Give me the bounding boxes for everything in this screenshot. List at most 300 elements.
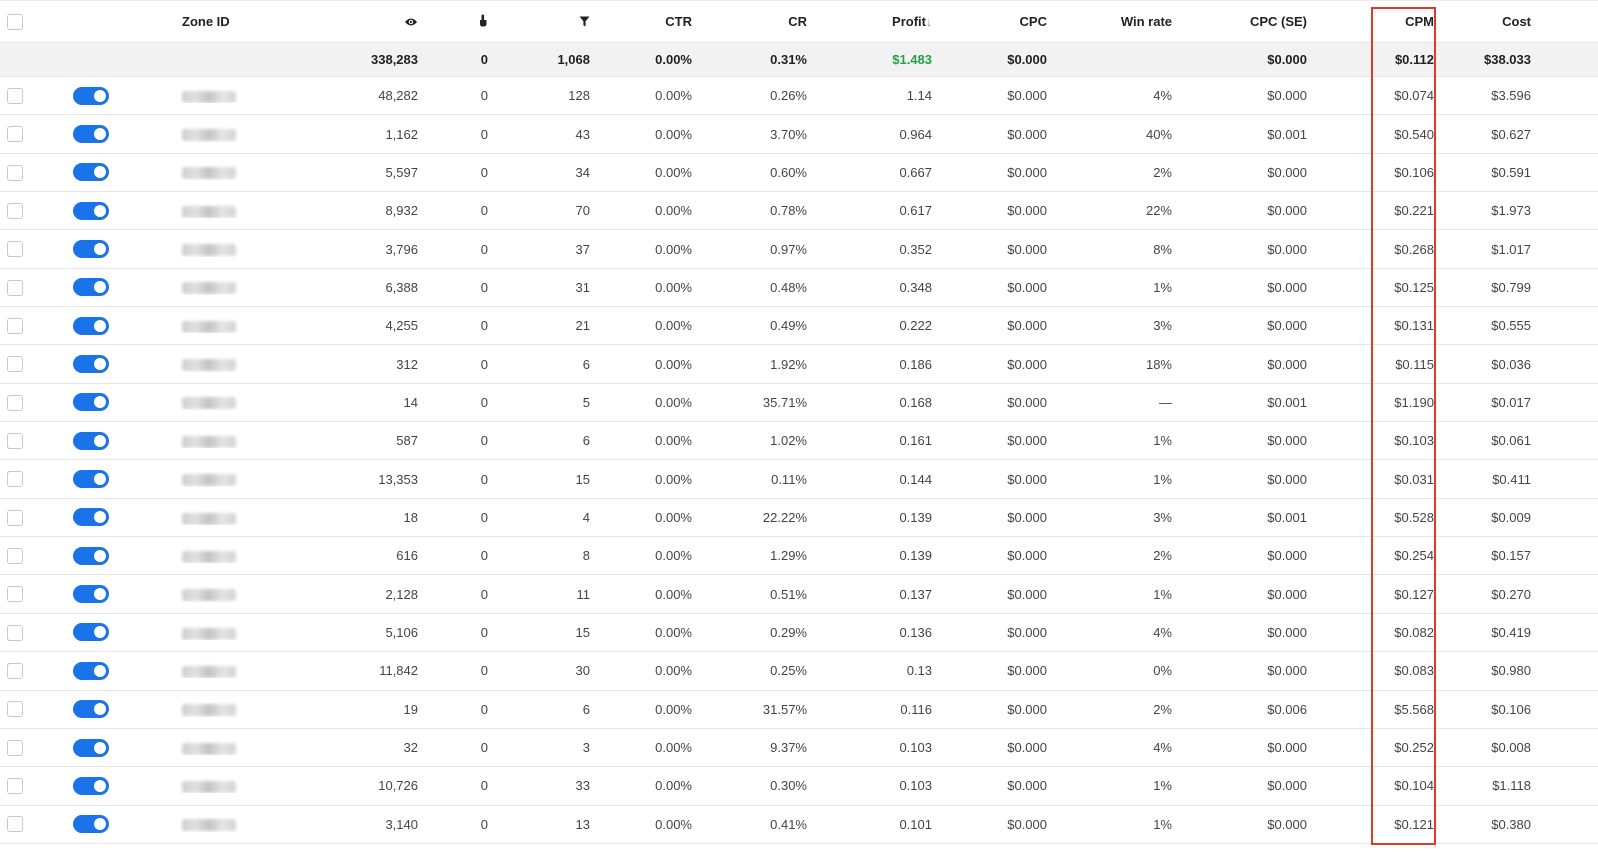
row-status-cell	[40, 508, 170, 526]
cell-impressions: 5,597	[385, 164, 418, 180]
status-toggle[interactable]	[73, 662, 109, 680]
cell-clicks: 0	[480, 433, 488, 449]
cell-profit: 0.139	[899, 548, 932, 564]
cell-win-rate: 1%	[1153, 816, 1172, 832]
cell-ctr: 0.00%	[655, 471, 692, 487]
status-toggle[interactable]	[73, 739, 109, 757]
cell-cpc: $0.000	[1007, 164, 1047, 180]
cell-cpc-se: $0.001	[1267, 509, 1307, 525]
row-checkbox[interactable]	[7, 586, 23, 602]
cell-clicks: 0	[480, 471, 488, 487]
cell-impressions: 587	[396, 433, 418, 449]
cell-cpc-se: $0.006	[1267, 701, 1307, 717]
cell-clicks: 0	[480, 279, 488, 295]
table-row	[0, 460, 1598, 498]
cell-profit: 0.13	[906, 663, 932, 679]
row-checkbox[interactable]	[7, 280, 23, 296]
cell-cpc-se: $0.000	[1267, 663, 1307, 679]
row-status-cell	[40, 317, 170, 335]
zone-id-redacted	[182, 474, 236, 486]
cell-profit: 0.103	[899, 778, 932, 794]
cell-cpc: $0.000	[1007, 433, 1047, 449]
cell-cost: $0.627	[1491, 126, 1531, 142]
cell-conversions: 4	[582, 509, 590, 525]
row-status-cell	[40, 432, 170, 450]
cell-cpc-se: $0.000	[1267, 471, 1307, 487]
cell-conversions: 6	[582, 433, 590, 449]
row-status-cell	[40, 470, 170, 488]
cell-cr: 0.41%	[770, 816, 807, 832]
cell-cost: $0.009	[1491, 509, 1531, 525]
row-checkbox[interactable]	[7, 740, 23, 756]
row-status-cell	[40, 240, 170, 258]
cell-impressions: 3,140	[385, 816, 418, 832]
cell-clicks: 0	[480, 816, 488, 832]
cell-clicks: 0	[480, 203, 488, 219]
cell-cpm: $0.121	[1394, 816, 1434, 832]
header-cost[interactable]: Cost	[1502, 14, 1531, 29]
zone-id-redacted	[182, 589, 236, 601]
cell-impressions: 48,282	[378, 88, 418, 104]
status-toggle[interactable]	[73, 547, 109, 565]
row-status-cell	[40, 700, 170, 718]
cell-win-rate: 22%	[1145, 203, 1172, 219]
cell-win-rate: 3%	[1153, 318, 1172, 334]
cell-cpc: $0.000	[1007, 740, 1047, 756]
cell-win-rate: 2%	[1153, 701, 1172, 717]
row-checkbox[interactable]	[7, 203, 23, 219]
row-status-cell	[40, 125, 170, 143]
cell-cpc: $0.000	[1007, 624, 1047, 640]
cell-ctr: 0.00%	[655, 509, 692, 525]
row-checkbox[interactable]	[7, 548, 23, 564]
row-check-cell	[0, 432, 40, 449]
row-check-cell	[0, 816, 40, 833]
cell-impressions: 32	[403, 740, 418, 756]
cell-cr: 0.97%	[770, 241, 807, 257]
header-cpc-se[interactable]: CPC (SE)	[1249, 14, 1307, 29]
cell-cpm: $0.540	[1394, 126, 1434, 142]
cell-cpm: $0.083	[1394, 663, 1434, 679]
table-row	[0, 614, 1598, 652]
cell-conversions: 128	[568, 88, 590, 104]
row-checkbox[interactable]	[7, 318, 23, 334]
cell-profit: 0.161	[899, 433, 932, 449]
table-row	[0, 499, 1598, 537]
cell-impressions: 312	[396, 356, 418, 372]
row-status-cell	[40, 739, 170, 757]
cell-cpc: $0.000	[1007, 816, 1047, 832]
table-row	[0, 767, 1598, 805]
header-cpc[interactable]: CPC	[1019, 14, 1047, 29]
cell-cost: $0.799	[1491, 279, 1531, 295]
cell-cr: 0.25%	[770, 663, 807, 679]
cell-impressions: 5,106	[385, 624, 418, 640]
row-checkbox[interactable]	[7, 395, 23, 411]
totals-profit: $1.483	[892, 52, 932, 67]
cell-ctr: 0.00%	[655, 126, 692, 142]
row-checkbox[interactable]	[7, 126, 23, 142]
status-toggle[interactable]	[73, 355, 109, 373]
row-zone-id-cell	[170, 203, 270, 218]
cell-cpm: $0.106	[1394, 164, 1434, 180]
totals-cost: $38.033	[1484, 52, 1531, 67]
row-zone-id-cell	[170, 625, 270, 640]
cell-impressions: 1,162	[385, 126, 418, 142]
status-toggle[interactable]	[73, 240, 109, 258]
cell-cr: 35.71%	[762, 394, 807, 410]
cell-profit: 0.186	[899, 356, 932, 372]
table-header	[0, 0, 1598, 43]
cell-cpm: $0.082	[1394, 624, 1434, 640]
cell-cpc-se: $0.000	[1267, 433, 1307, 449]
cell-clicks: 0	[480, 548, 488, 564]
row-checkbox[interactable]	[7, 471, 23, 487]
cell-cpc: $0.000	[1007, 88, 1047, 104]
zone-id-redacted	[182, 743, 236, 755]
cell-cpm: $0.268	[1394, 241, 1434, 257]
cell-win-rate: 0%	[1153, 663, 1172, 679]
cell-cpc-se: $0.000	[1267, 318, 1307, 334]
zone-id-redacted	[182, 819, 236, 831]
status-toggle[interactable]	[73, 585, 109, 603]
cell-cr: 0.29%	[770, 624, 807, 640]
table-row	[0, 422, 1598, 460]
zone-id-redacted	[182, 282, 236, 294]
zone-id-redacted	[182, 321, 236, 333]
row-checkbox[interactable]	[7, 510, 23, 526]
zone-id-redacted	[182, 359, 236, 371]
totals-ctr: 0.00%	[655, 52, 692, 67]
status-toggle[interactable]	[73, 777, 109, 795]
row-check-cell	[0, 509, 40, 526]
status-toggle[interactable]	[73, 163, 109, 181]
status-toggle[interactable]	[73, 623, 109, 641]
cell-cpm: $0.131	[1394, 318, 1434, 334]
cell-cr: 1.02%	[770, 433, 807, 449]
cell-conversions: 6	[582, 701, 590, 717]
cell-profit: 0.348	[899, 279, 932, 295]
cell-cr: 0.51%	[770, 586, 807, 602]
cell-cpc: $0.000	[1007, 203, 1047, 219]
row-zone-id-cell	[170, 242, 270, 257]
cell-win-rate: 1%	[1153, 586, 1172, 602]
table-row	[0, 652, 1598, 690]
row-zone-id-cell	[170, 472, 270, 487]
status-toggle[interactable]	[73, 87, 109, 105]
cell-cpc: $0.000	[1007, 701, 1047, 717]
cell-cpc: $0.000	[1007, 663, 1047, 679]
row-status-cell	[40, 662, 170, 680]
cell-clicks: 0	[480, 394, 488, 410]
cell-conversions: 70	[575, 203, 590, 219]
table-row	[0, 345, 1598, 383]
header-profit[interactable]	[814, 14, 939, 29]
row-checkbox[interactable]	[7, 625, 23, 641]
cell-impressions: 13,353	[378, 471, 418, 487]
cell-cpc-se: $0.000	[1267, 356, 1307, 372]
cell-impressions: 616	[396, 548, 418, 564]
row-zone-id-cell	[170, 357, 270, 372]
cell-cr: 0.26%	[770, 88, 807, 104]
table-row	[0, 384, 1598, 422]
cell-profit: 0.139	[899, 509, 932, 525]
row-checkbox[interactable]	[7, 663, 23, 679]
status-toggle[interactable]	[73, 317, 109, 335]
cell-cr: 0.78%	[770, 203, 807, 219]
table-row	[0, 192, 1598, 230]
row-checkbox[interactable]	[7, 165, 23, 181]
row-zone-id-cell	[170, 395, 270, 410]
cell-cost: $0.980	[1491, 663, 1531, 679]
row-status-cell	[40, 393, 170, 411]
table-row	[0, 77, 1598, 115]
cell-profit: 0.103	[899, 740, 932, 756]
cell-cr: 1.29%	[770, 548, 807, 564]
row-check-cell	[0, 548, 40, 565]
cell-win-rate: 1%	[1153, 471, 1172, 487]
cell-clicks: 0	[480, 126, 488, 142]
totals-clicks: 0	[480, 52, 488, 67]
cell-conversions: 43	[575, 126, 590, 142]
row-checkbox[interactable]	[7, 816, 23, 832]
cell-conversions: 15	[575, 471, 590, 487]
cell-cpc: $0.000	[1007, 318, 1047, 334]
status-toggle[interactable]	[73, 815, 109, 833]
cell-cpc-se: $0.000	[1267, 164, 1307, 180]
row-checkbox[interactable]	[7, 356, 23, 372]
header-impressions[interactable]	[270, 13, 425, 29]
status-toggle[interactable]	[73, 700, 109, 718]
cell-impressions: 14	[403, 394, 418, 410]
header-cr[interactable]: CR	[788, 14, 807, 29]
zone-id-redacted	[182, 129, 236, 141]
cell-cpc: $0.000	[1007, 356, 1047, 372]
cell-clicks: 0	[480, 241, 488, 257]
cell-impressions: 18	[403, 509, 418, 525]
status-toggle[interactable]	[73, 432, 109, 450]
cell-cpm: $0.252	[1394, 740, 1434, 756]
row-status-cell	[40, 278, 170, 296]
cell-cpm: $0.074	[1394, 88, 1434, 104]
cell-cost: $1.017	[1491, 241, 1531, 257]
cell-cpc: $0.000	[1007, 471, 1047, 487]
cell-conversions: 31	[575, 279, 590, 295]
header-win-rate[interactable]: Win rate	[1120, 14, 1172, 29]
cell-clicks: 0	[480, 88, 488, 104]
header-cpm[interactable]: CPM	[1405, 14, 1434, 29]
cell-profit: 0.136	[899, 624, 932, 640]
cell-cpm: $0.125	[1394, 279, 1434, 295]
select-all-checkbox[interactable]	[7, 14, 23, 30]
row-zone-id-cell	[170, 510, 270, 525]
cell-cpc: $0.000	[1007, 279, 1047, 295]
row-zone-id-cell	[170, 165, 270, 180]
table-row	[0, 115, 1598, 153]
row-check-cell	[0, 279, 40, 296]
table-row	[0, 269, 1598, 307]
status-toggle[interactable]	[73, 202, 109, 220]
cell-ctr: 0.00%	[655, 586, 692, 602]
cell-win-rate: —	[1159, 394, 1172, 410]
status-toggle[interactable]	[73, 508, 109, 526]
row-check-cell	[0, 739, 40, 756]
header-zone-id[interactable]: Zone ID	[182, 14, 230, 29]
row-check-cell	[0, 624, 40, 641]
row-zone-id-cell	[170, 663, 270, 678]
zone-id-redacted	[182, 397, 236, 409]
cell-profit: 0.168	[899, 394, 932, 410]
row-checkbox[interactable]	[7, 241, 23, 257]
cell-profit: 0.137	[899, 586, 932, 602]
cell-cpc-se: $0.000	[1267, 548, 1307, 564]
cell-cpm: $5.568	[1394, 701, 1434, 717]
zone-id-redacted	[182, 436, 236, 448]
cell-profit: 0.144	[899, 471, 932, 487]
row-check-cell	[0, 701, 40, 718]
cell-cpm: $1.190	[1394, 394, 1434, 410]
totals-row	[0, 43, 1598, 77]
funnel-icon	[579, 15, 590, 30]
cell-cost: $0.157	[1491, 548, 1531, 564]
cell-cr: 0.60%	[770, 164, 807, 180]
cell-ctr: 0.00%	[655, 548, 692, 564]
cell-clicks: 0	[480, 586, 488, 602]
header-conversions[interactable]	[495, 13, 595, 29]
row-check-cell	[0, 87, 40, 104]
cell-cpc-se: $0.000	[1267, 88, 1307, 104]
cell-cpm: $0.031	[1394, 471, 1434, 487]
row-status-cell	[40, 355, 170, 373]
totals-impressions: 338,283	[371, 52, 418, 67]
row-status-cell	[40, 163, 170, 181]
row-status-cell	[40, 87, 170, 105]
row-checkbox[interactable]	[7, 88, 23, 104]
cell-conversions: 11	[576, 586, 590, 602]
cell-impressions: 3,796	[385, 241, 418, 257]
cell-cpc-se: $0.001	[1267, 126, 1307, 142]
cell-cpc-se: $0.000	[1267, 279, 1307, 295]
row-checkbox[interactable]	[7, 433, 23, 449]
totals-cpc: $0.000	[1007, 52, 1047, 67]
header-clicks[interactable]	[425, 13, 495, 30]
zone-id-redacted	[182, 628, 236, 640]
cell-ctr: 0.00%	[655, 241, 692, 257]
status-toggle[interactable]	[73, 125, 109, 143]
row-check-cell	[0, 317, 40, 334]
row-zone-id-cell	[170, 127, 270, 142]
cell-ctr: 0.00%	[655, 663, 692, 679]
cell-cpc-se: $0.000	[1267, 203, 1307, 219]
row-checkbox[interactable]	[7, 778, 23, 794]
cell-ctr: 0.00%	[655, 203, 692, 219]
status-toggle[interactable]	[73, 470, 109, 488]
zone-id-redacted	[182, 91, 236, 103]
cell-cpc-se: $0.000	[1267, 241, 1307, 257]
table-row	[0, 154, 1598, 192]
cell-win-rate: 1%	[1153, 279, 1172, 295]
row-zone-id-cell	[170, 817, 270, 832]
cell-win-rate: 1%	[1153, 433, 1172, 449]
cell-ctr: 0.00%	[655, 778, 692, 794]
row-check-cell	[0, 202, 40, 219]
cell-ctr: 0.00%	[655, 318, 692, 334]
cell-cpc-se: $0.000	[1267, 778, 1307, 794]
table-body	[0, 77, 1598, 844]
status-toggle[interactable]	[73, 278, 109, 296]
cell-win-rate: 18%	[1145, 356, 1172, 372]
table-row	[0, 729, 1598, 767]
row-check-cell	[0, 356, 40, 373]
row-zone-id-cell	[170, 702, 270, 717]
cell-cpc: $0.000	[1007, 548, 1047, 564]
cell-cost: $0.106	[1491, 701, 1531, 717]
table-row	[0, 806, 1598, 844]
cell-win-rate: 4%	[1153, 740, 1172, 756]
totals-conversions: 1,068	[557, 52, 590, 67]
zone-id-redacted	[182, 666, 236, 678]
cell-impressions: 4,255	[385, 318, 418, 334]
cell-cpc-se: $0.000	[1267, 586, 1307, 602]
cell-cr: 22.22%	[762, 509, 807, 525]
cell-cost: $0.380	[1491, 816, 1531, 832]
zone-id-redacted	[182, 704, 236, 716]
cell-win-rate: 40%	[1145, 126, 1172, 142]
cell-cpm: $0.115	[1395, 356, 1434, 372]
cell-conversions: 5	[582, 394, 590, 410]
zone-id-redacted	[182, 244, 236, 256]
cell-impressions: 19	[403, 701, 418, 717]
cell-profit: 0.222	[899, 318, 932, 334]
cell-win-rate: 1%	[1153, 778, 1172, 794]
cell-clicks: 0	[480, 778, 488, 794]
cell-cpc-se: $0.001	[1267, 394, 1307, 410]
cell-cpc: $0.000	[1007, 126, 1047, 142]
row-check-cell	[0, 241, 40, 258]
zone-id-redacted	[182, 167, 236, 179]
cell-ctr: 0.00%	[655, 279, 692, 295]
cell-cr: 9.37%	[770, 740, 807, 756]
cell-win-rate: 3%	[1153, 509, 1172, 525]
cell-win-rate: 4%	[1153, 88, 1172, 104]
cell-cpc-se: $0.000	[1267, 816, 1307, 832]
cell-profit: 0.617	[899, 203, 932, 219]
status-toggle[interactable]	[73, 393, 109, 411]
row-zone-id-cell	[170, 778, 270, 793]
cell-impressions: 6,388	[385, 279, 418, 295]
row-checkbox[interactable]	[7, 701, 23, 717]
eye-icon	[404, 15, 418, 30]
row-check-cell	[0, 126, 40, 143]
header-profit-label: Profit	[892, 14, 926, 29]
cell-cost: $1.973	[1491, 203, 1531, 219]
cell-cost: $0.008	[1491, 740, 1531, 756]
cell-cpm: $0.221	[1394, 203, 1434, 219]
cell-cpc-se: $0.000	[1267, 740, 1307, 756]
cell-ctr: 0.00%	[655, 701, 692, 717]
sort-desc-icon: ↓	[926, 15, 932, 29]
cell-win-rate: 2%	[1153, 548, 1172, 564]
row-zone-id-cell	[170, 318, 270, 333]
cell-cpc: $0.000	[1007, 586, 1047, 602]
row-status-cell	[40, 202, 170, 220]
cell-cost: $0.411	[1492, 471, 1531, 487]
cell-conversions: 15	[575, 624, 590, 640]
header-ctr[interactable]: CTR	[665, 14, 692, 29]
table-row	[0, 307, 1598, 345]
cell-profit: 0.667	[899, 164, 932, 180]
cell-cr: 0.49%	[770, 318, 807, 334]
